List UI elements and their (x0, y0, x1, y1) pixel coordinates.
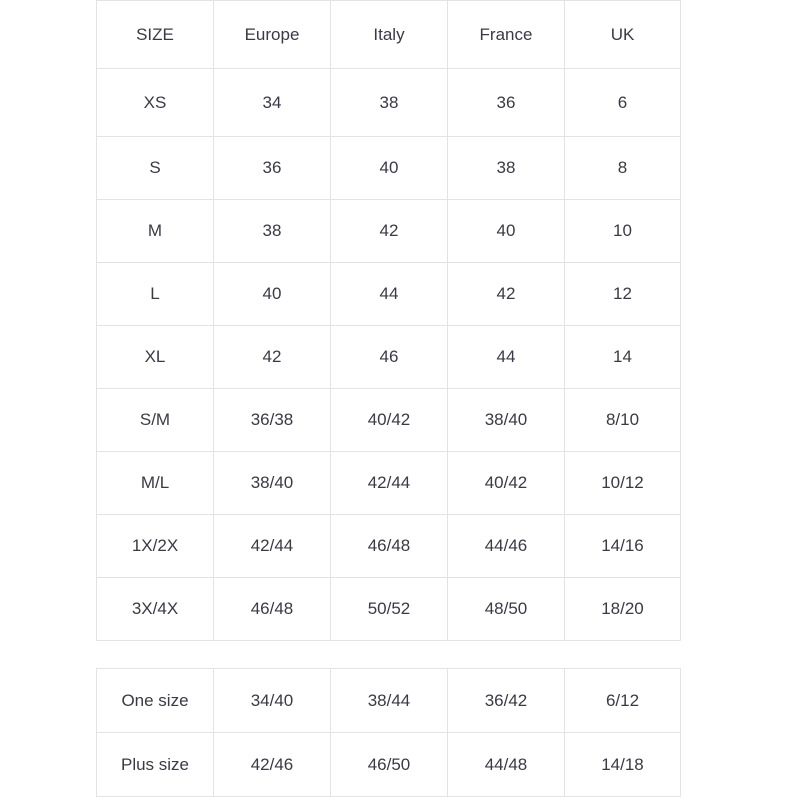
cell-europe: 46/48 (214, 578, 331, 641)
table-row (97, 326, 681, 389)
cell-italy: 38/44 (331, 669, 448, 733)
table-row (97, 69, 681, 137)
cell-uk: 6 (565, 69, 681, 137)
row-label: 1X/2X (97, 515, 214, 578)
cell-france: 42 (448, 263, 565, 326)
column-header-size: SIZE (97, 1, 214, 69)
row-label: One size (97, 669, 214, 733)
row-label: M/L (97, 452, 214, 515)
table-row (97, 578, 681, 641)
row-label: M (97, 200, 214, 263)
cell-europe: 42 (214, 326, 331, 389)
cell-france: 38/40 (448, 389, 565, 452)
cell-france: 40 (448, 200, 565, 263)
cell-europe: 42/46 (214, 733, 331, 797)
size-conversion-table (96, 0, 681, 641)
cell-europe: 36/38 (214, 389, 331, 452)
cell-uk: 12 (565, 263, 681, 326)
cell-france: 44/46 (448, 515, 565, 578)
cell-uk: 8/10 (565, 389, 681, 452)
cell-uk: 10 (565, 200, 681, 263)
cell-italy: 46 (331, 326, 448, 389)
table-row (97, 733, 681, 797)
column-header-france: France (448, 1, 565, 69)
cell-italy: 42/44 (331, 452, 448, 515)
cell-italy: 46/50 (331, 733, 448, 797)
cell-uk: 14/18 (565, 733, 681, 797)
table-row (97, 515, 681, 578)
cell-uk: 14 (565, 326, 681, 389)
row-label: Plus size (97, 733, 214, 797)
cell-italy: 50/52 (331, 578, 448, 641)
cell-europe: 38 (214, 200, 331, 263)
cell-france: 48/50 (448, 578, 565, 641)
row-label: S/M (97, 389, 214, 452)
cell-italy: 42 (331, 200, 448, 263)
cell-europe: 34/40 (214, 669, 331, 733)
cell-france: 40/42 (448, 452, 565, 515)
cell-europe: 42/44 (214, 515, 331, 578)
table-spacer (96, 641, 704, 668)
cell-europe: 36 (214, 137, 331, 200)
cell-italy: 46/48 (331, 515, 448, 578)
cell-europe: 40 (214, 263, 331, 326)
cell-italy: 44 (331, 263, 448, 326)
cell-uk: 6/12 (565, 669, 681, 733)
cell-italy: 40 (331, 137, 448, 200)
row-label: XS (97, 69, 214, 137)
row-label: S (97, 137, 214, 200)
cell-europe: 34 (214, 69, 331, 137)
table-row (97, 137, 681, 200)
cell-uk: 8 (565, 137, 681, 200)
table-row (97, 263, 681, 326)
cell-italy: 40/42 (331, 389, 448, 452)
cell-france: 36 (448, 69, 565, 137)
cell-uk: 18/20 (565, 578, 681, 641)
cell-france: 38 (448, 137, 565, 200)
row-label: XL (97, 326, 214, 389)
one-size-table (96, 668, 681, 797)
row-label: L (97, 263, 214, 326)
table-row (97, 452, 681, 515)
row-label: 3X/4X (97, 578, 214, 641)
column-header-italy: Italy (331, 1, 448, 69)
cell-uk: 10/12 (565, 452, 681, 515)
column-header-europe: Europe (214, 1, 331, 69)
table-header-row (97, 1, 681, 69)
cell-uk: 14/16 (565, 515, 681, 578)
cell-france: 44 (448, 326, 565, 389)
table-row (97, 669, 681, 733)
cell-france: 44/48 (448, 733, 565, 797)
table-row (97, 200, 681, 263)
cell-italy: 38 (331, 69, 448, 137)
cell-europe: 38/40 (214, 452, 331, 515)
cell-france: 36/42 (448, 669, 565, 733)
column-header-uk: UK (565, 1, 681, 69)
table-row (97, 389, 681, 452)
